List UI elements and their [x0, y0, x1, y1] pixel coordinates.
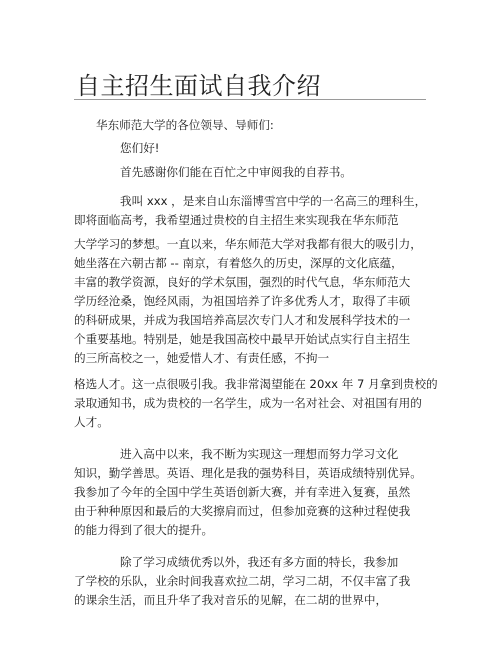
document-title: 自主招生面试自我介绍	[76, 72, 321, 100]
paragraph-line: 大学学习的梦想。一直以来，华东师范大学对我都有很大的吸引力，	[74, 237, 422, 251]
paragraph-line: 的三所高校之一，她爱惜人才、有责任感，不拘一	[74, 351, 330, 365]
paragraph-line: 录取通知书，成为贵校的一名学生，成为一名对社会、对祖国有用的	[74, 396, 422, 410]
paragraph-line: 即将面临高考，我希望通过贵校的自主招生来实现我在华东师范	[74, 213, 399, 227]
paragraph-line: 学历经沧桑，饱经风雨，为祖国培养了许多优秀人才，取得了丰硕	[74, 294, 411, 308]
paragraph-line: 我参加了今年的全国中学生英语创新大赛，并有幸进入复赛，虽然	[74, 485, 411, 499]
paragraph-line: 除了学习成绩优秀以外，我还有多方面的特长，我参加	[120, 555, 399, 569]
paragraph-line: 我叫 xxx ，是来自山东淄博雪宫中学的一名高三的理科生，	[120, 194, 427, 208]
paragraph-line: 她坐落在六朝古都 -- 南京，有着悠久的历史，深厚的文化底蕴，	[74, 256, 403, 270]
paragraph-line: 个重要基地。特别是，她是我国高校中最早开始试点实行自主招生	[74, 332, 411, 346]
paragraph-line: 人才。	[74, 415, 109, 429]
paragraph-line: 的能力得到了很大的提升。	[74, 523, 214, 537]
paragraph-line: 由于种种原因和最后的大奖擦肩而过，但参加竞赛的这种过程使我	[74, 504, 411, 518]
salutation: 华东师范大学的各位领导、导师们:	[96, 118, 274, 132]
paragraph-line: 了学校的乐队，业余时间我喜欢拉二胡，学习二胡，不仅丰富了我	[74, 574, 411, 588]
greeting: 您们好!	[120, 141, 160, 155]
paragraph-line: 格选人才。这一点很吸引我。我非常渴望能在 20xx 年 7 月拿到贵校的	[74, 377, 438, 391]
title-divider	[74, 99, 426, 100]
paragraph-line: 丰富的教学资源，良好的学术氛围，强烈的时代气息，华东师范大	[74, 275, 411, 289]
paragraph-line: 进入高中以来，我不断为实现这一理想而努力学习文化	[120, 447, 399, 461]
paragraph-line: 的课余生活，而且升华了我对音乐的见解，在二胡的世界中，	[74, 593, 388, 607]
intro-line: 首先感谢你们能在百忙之中审阅我的自荐书。	[120, 165, 352, 179]
paragraph-line: 的科研成果，并成为我国培养高层次专门人才和发展科学技术的一	[74, 313, 411, 327]
paragraph-line: 知识，勤学善思。英语、理化是我的强势科目，英语成绩特别优异。	[74, 466, 422, 480]
